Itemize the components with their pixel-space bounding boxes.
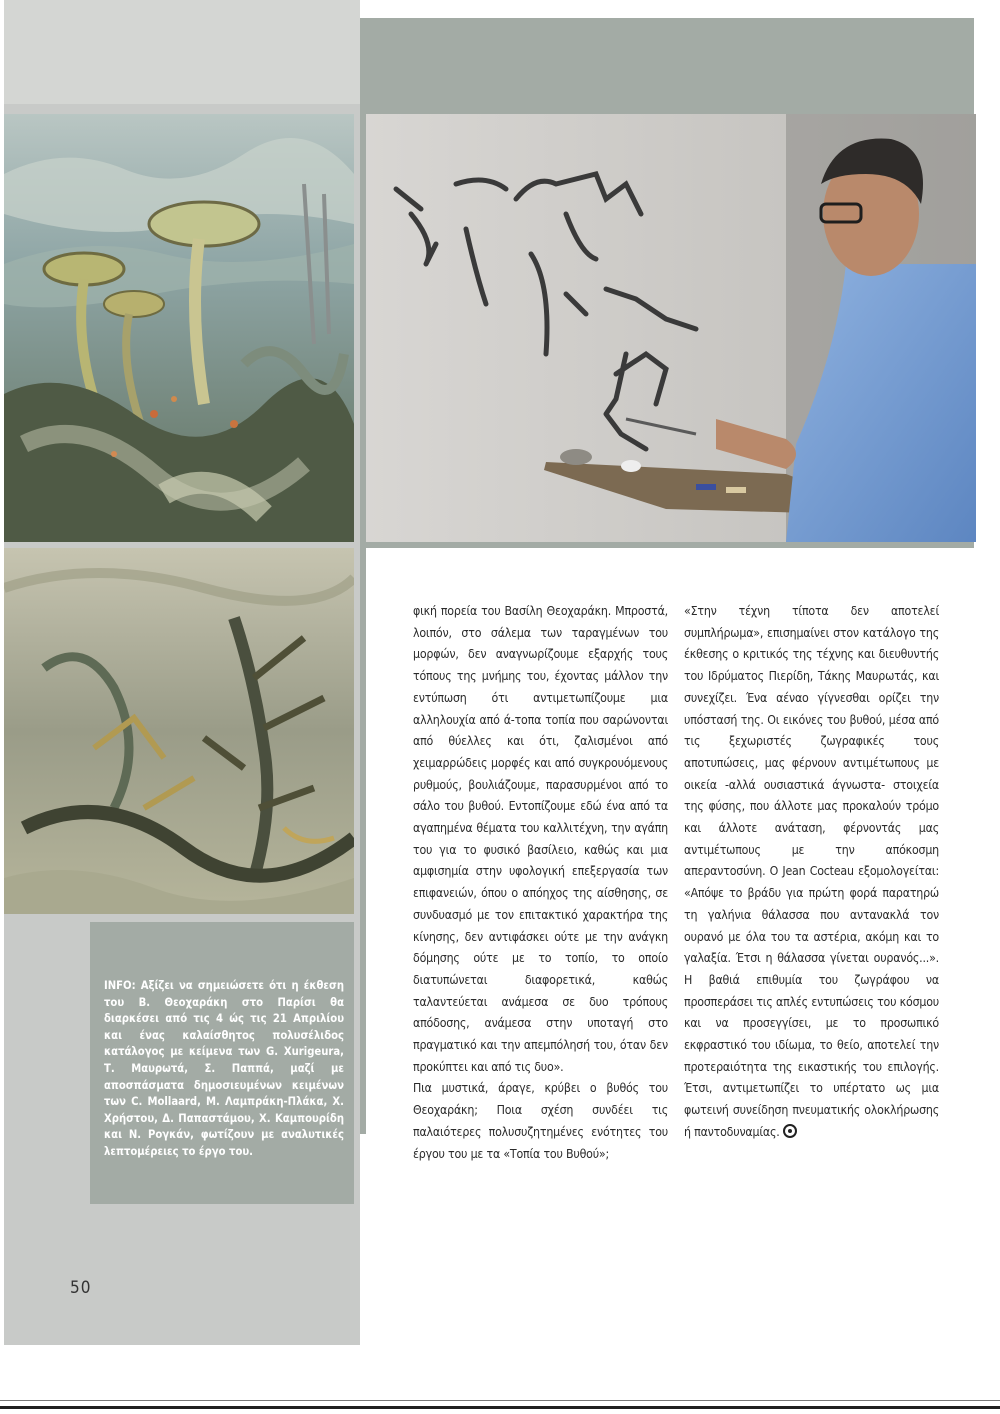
end-of-article-icon — [783, 1124, 797, 1138]
right-top-band — [360, 18, 974, 114]
article-paragraph — [684, 601, 939, 1144]
artist-photo-art — [366, 114, 976, 542]
painting-bottom — [4, 548, 354, 914]
article-column-1 — [413, 601, 668, 1165]
painting-top-art — [4, 114, 354, 542]
article-text: «Στην τέχνη τίποτα δεν αποτελεί συμπλήρωμα», επισημαίνει στον κατάλογο της έκθεσης ο κριτικός της τέχνης και διευθυντής του Ιδρύματος Πιερίδη, Τάκης Μαυρωτάς, και συνεχίζει. Ένα αέναο γίγνεσθαι ορίζει την υπόστασή της. Οι εικόνες του βυθού, μέσα από τις ξεχωριστές ζωγραφικές τους αποτυπώσεις, μας φέρνουν αντιμέτωπους με οικεία -αλλά ουσιαστικά άγνωστα- στοιχεία της φύσης, που άλλοτε μας προκαλούν τρόμο και άλλοτε ανάταση, φέρνοντάς μας αντιμέτωπους με την απόκοσμη απεραντοσύνη. Ο Jean Cocteau εξομολογείται: «Απόψε το βράδυ για πρώτη φορά παρατηρώ τη γαλήνια θάλασσα που αντανακλά τον ουρανό με όλα του τα αστέρια, ακόμη και το γαλαξία. Έτσι η θάλασσα γίνεται ουρανός...». Η βαθιά επιθυμία του ζωγράφου να προσπεράσει τις απλές εντυπώσεις του κόσμου και να προσεγγίσει, με το προσωπικό εκφραστικό του ιδίωμα, το θείο, αποτελεί την προτεραιότητα της εικαστικής του επιλογής. Έτσι, αντιμετωπίζει το υπέρτατο ως μια φωτεινή συνείδηση πνευματικής ολοκλήρωσης ή παντοδυναμίας. — [684, 604, 939, 1139]
painting-bottom-art — [4, 548, 354, 914]
article-column-2 — [684, 601, 939, 1144]
bottom-rule — [0, 1406, 1000, 1409]
left-top-band — [4, 0, 360, 104]
page-number: 50 — [70, 1278, 92, 1298]
bottom-rule-thin — [0, 1400, 1000, 1401]
article-paragraph: φική πορεία του Βασίλη Θεοχαράκη. Μπροστά, λοιπόν, στο σάλεμα των ταραγμένων του μορφών, δεν αναγνωρίζουμε εξαρχής τους τόπους της μνήμης του, έχοντας μάλλον την εντύπωση ότι αντιμετωπίζουμε μια αλληλουχία από ά-τοπα τοπία που σαρώνονται από θύελλες και ότι, ζαλισμένοι από χειμαρρώδεις μορφές και από συγκρουόμενους ρυθμούς, βουλιάζουμε, παρασυρμένοι από το σάλο του βυθού. Εντοπίζουμε εδώ ένα από τα αγαπημένα θέματα του καλλιτέχνη, την αγάπη του για το φυσικό βασίλειο, καθώς και μια αμφισημία στην υφολογική επεξεργασία των επιφανειών, όπου ο απόηχος της αίσθησης, σε συνδυασμό με τον επιτακτικό χαρακτήρα της κίνησης, δεν αντιφάσκει ούτε με την ανάγκη δόμησης ούτε με το τοπίο, το οποίο διατυπώνεται διαφορετικά, καθώς ταλαντεύεται ανάμεσα σε δυο τρόπους απόδοσης, ανάμεσα στην υποταγή στο πραγματικό και την απεμπόλησή του, όταν δεν προκύπτει και από τις δυο». — [413, 604, 668, 1074]
artist-photo — [366, 114, 976, 542]
article-paragraph: Πια μυστικά, άραγε, κρύβει ο βυθός του Θεοχαράκη; Ποια σχέση συνδέει τις παλαιότερες πολυσυζητημένες ενότητες του έργου του με τα «Τοπία του Βυθού»; — [413, 1081, 668, 1161]
painting-top — [4, 114, 354, 542]
info-text: INFO: Αξίζει να σημειώσετε ότι η έκθεση του Β. Θεοχαράκη στο Παρίσι θα διαρκέσει από τις 4 ώς τις 21 Απριλίου και ένας καλαίσθητος πολυσέλιδος κατάλογος με κείμενα των G. Xurigeura, Τ. Μαυρωτά, Σ. Παππά, μαζί με αποσπάσματα δημοσιευμένων κειμένων των C. Mollaard, M. Λαμπράκη-Πλάκα, Χ. Χρήστου, Δ. Παπαστάμου, Χ. Καμπουρίδη και Ν. Ρογκάν, φωτίζουν με αναλυτικές λεπτομέρειες το έργο του. — [104, 979, 344, 1158]
